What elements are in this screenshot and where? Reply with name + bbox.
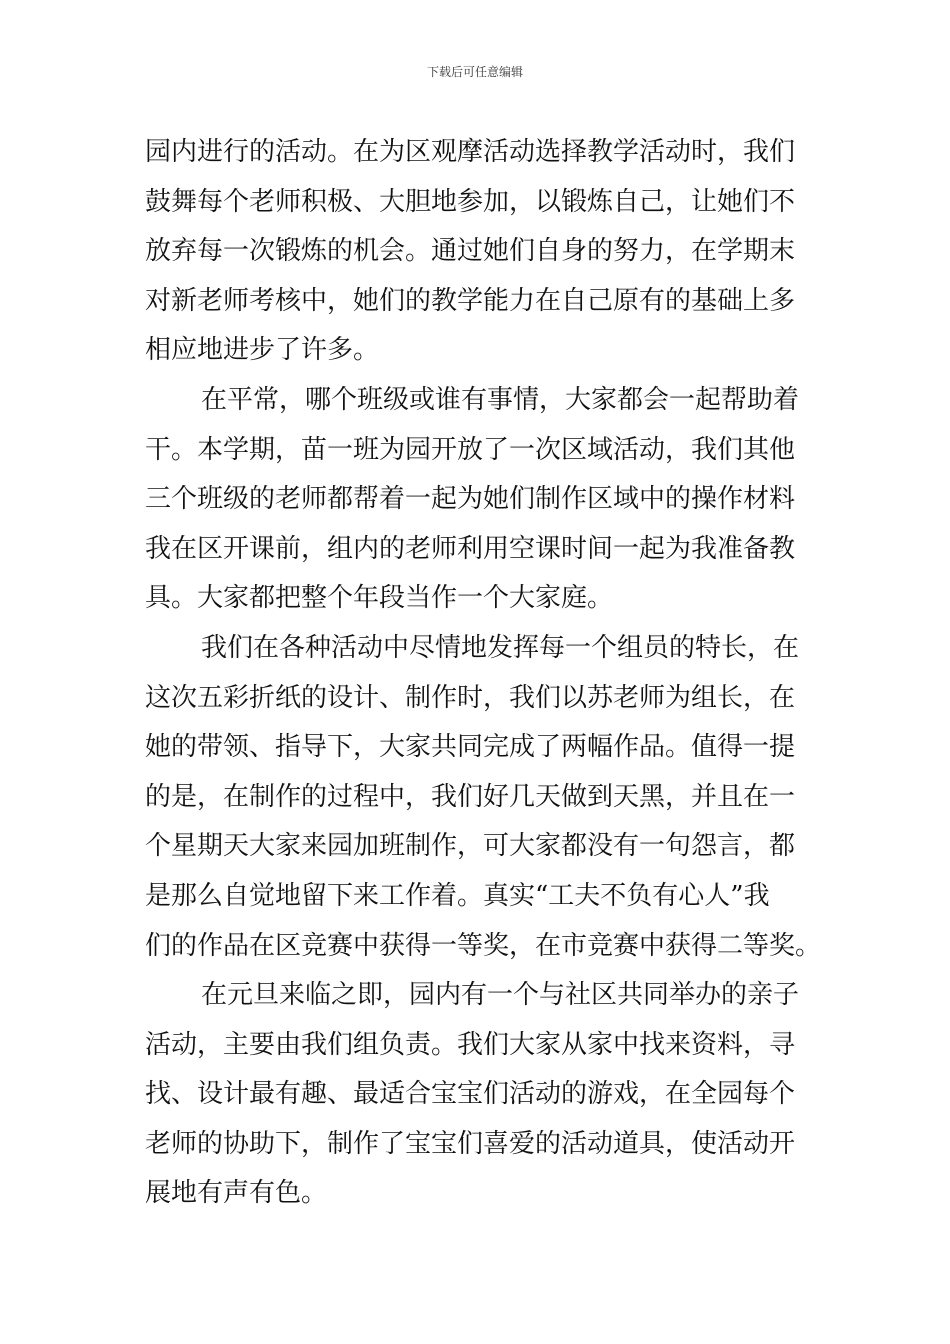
text-line: 老师的协助下，制作了宝宝们喜爱的活动道具，使活动开 <box>145 1128 796 1159</box>
text-line: 展地有声有色。 <box>145 1178 328 1209</box>
text-line: 干。本学期，苗一班为园开放了一次区域活动，我们其他 <box>145 434 796 465</box>
text-line: 找、设计最有趣、最适合宝宝们活动的游戏，在全园每个 <box>145 1079 796 1110</box>
text-line: 具。大家都把整个年段当作一个大家庭。 <box>145 583 614 614</box>
text-line: 相应地进步了许多。 <box>145 335 380 366</box>
text-line: 这次五彩折纸的设计、制作时，我们以苏老师为组长，在 <box>145 682 796 713</box>
page-header: 下载后可任意编辑 <box>426 65 523 79</box>
paragraph-first-line: 我们在各种活动中尽情地发挥每一个组员的特长，在 <box>201 632 800 663</box>
text-line: 是那么自觉地留下来工作着。真实“工夫不负有心人”我 <box>145 880 770 911</box>
text-line: 她的带领、指导下，大家共同完成了两幅作品。值得一提 <box>145 732 796 763</box>
text-line: 三个班级的老师都帮着一起为她们制作区域中的操作材料 <box>145 484 796 515</box>
paragraph-first-line: 在元旦来临之即，园内有一个与社区共同举办的亲子 <box>201 980 800 1011</box>
text-line: 的是，在制作的过程中，我们好几天做到天黑，并且在一 <box>145 781 796 812</box>
text-line: 我在区开课前，组内的老师利用空课时间一起为我准备教 <box>145 533 796 564</box>
text-line: 活动，主要由我们组负责。我们大家从家中找来资料，寻 <box>145 1029 796 1060</box>
body-text <box>145 128 822 1219</box>
text-line: 鼓舞每个老师积极、大胆地参加，以锻炼自己，让她们不 <box>145 186 796 217</box>
paragraph-first-line: 在平常，哪个班级或谁有事情，大家都会一起帮助着 <box>201 384 800 415</box>
text-line: 放弃每一次锻炼的机会。通过她们自身的努力，在学期末 <box>145 236 796 267</box>
text-line: 们的作品在区竞赛中获得一等奖，在市竞赛中获得二等奖。 <box>145 930 822 961</box>
text-line: 个星期天大家来园加班制作，可大家都没有一句怨言，都 <box>145 831 796 862</box>
text-line: 园内进行的活动。在为区观摩活动选择教学活动时，我们 <box>145 137 796 167</box>
text-line: 对新老师考核中，她们的教学能力在自己原有的基础上多 <box>145 285 796 316</box>
